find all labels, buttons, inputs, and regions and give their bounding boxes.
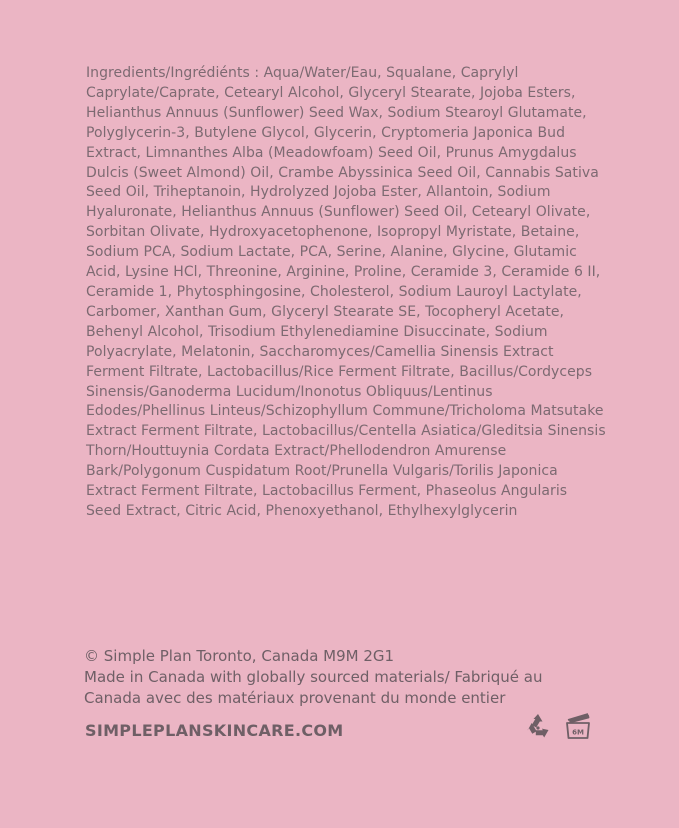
website-link[interactable]: SIMPLEPLANSKINCARE.COM xyxy=(85,721,344,740)
period-after-opening-icon xyxy=(563,711,593,741)
copyright-text: © Simple Plan Toronto, Canada M9M 2G1 xyxy=(84,647,395,665)
ingredients-list: Ingredients/Ingrédiénts : Aqua/Water/Eau, Squalane, Caprylyl Caprylate/Caprate, Cetearyl Alcohol, Glyceryl Stearate, Jojoba Esters, Helianthus Annuus (Sunflower) Seed Wax, Sodium Stearoyl Glutamate, Polyglycerin-3, Butylene Glycol, Glycerin, Cryptomeria Japonica Bud Extract, Limnanthes Alba (Meadowfoam) Seed Oil, Prunus Amygdalus Dulcis (Sweet Almond) Oil, Crambe Abyssinica Seed Oil, Cannabis Sativa Seed Oil, Triheptanoin, Hydrolyzed Jojoba Ester, Allantoin, Sodium Hyaluronate, Helianthus Annuus (Sunflower) Seed Oil, Cetearyl Olivate, Sorbitan Olivate, Hydroxyacetophenone, Isopropyl Myristate, Betaine, Sodium PCA, Sodium Lactate, PCA, Serine, Alanine, Glycine, Glutamic Acid, Lysine HCl, Threonine, Arginine, Proline, Ceramide 3, Ceramide 6 II, Ceramide 1, Phytosphingosine, Cholesterol, Sodium Lauroyl Lactylate, Carbomer, Xanthan Gum, Glyceryl Stearate SE, Tocopheryl Acetate, Behenyl Alcohol, Trisodium Ethylenediamine Disuccinate, Sodium Polyacrylate, Melatonin, Saccharomyces/Camellia Sinensis Extract Ferment Filtrate, Lactobacillus/Rice Ferment Filtrate, Bacillus/Cordyceps Sinensis/Ganoderma Lucidum/Inonotus Obliquus/Lentinus Edodes/Phellinus Linteus/Schizophyllum Commune/Tricholoma Matsutake Extract Ferment Filtrate, Lactobacillus/Centella Asiatica/Gleditsia Sinensis Thorn/Houttuynia Cordata Extract/Phellodendron Amurense Bark/Polygonum Cuspidatum Root/Prunella Vulgaris/Torilis Japonica Extract Ferment Filtrate, Lactobacillus Ferment, Phaseolus Angularis Seed Extract, Citric Acid, Phenoxyethanol, Ethylhexylglycerin xyxy=(86,65,606,519)
made-in-text: Made in Canada with globally sourced materials/ Fabriqué au Canada avec des matériaux provenant du monde entier xyxy=(84,668,543,707)
packaging-symbols xyxy=(523,711,593,741)
recycle-icon xyxy=(523,711,553,741)
footer-info xyxy=(84,646,604,709)
pao-label: 6M xyxy=(572,728,584,737)
